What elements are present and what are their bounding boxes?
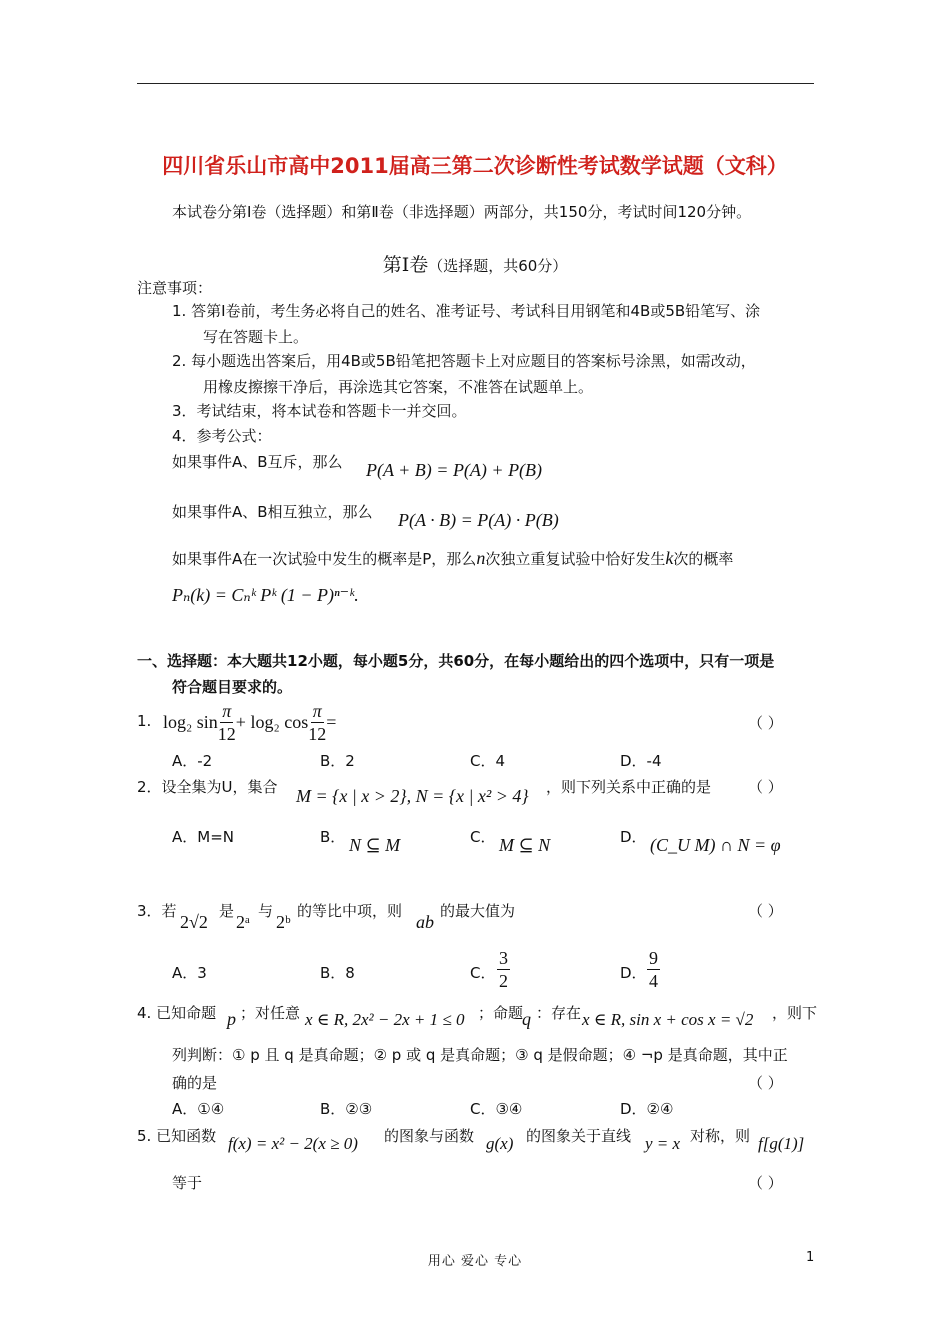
q4-line2: 列判断：① p 且 q 是真命题；② p 或 q 是真命题；③ q 是假命题；④ ¬p 是真命题，其中正 — [172, 1046, 788, 1064]
formula2-text: 如果事件A、B相互独立，那么 — [172, 503, 373, 521]
q4-option-a: A．①④ — [172, 1100, 225, 1118]
q1-option-a: A．-2 — [172, 752, 213, 770]
notice-item2-line2: 用橡皮擦擦干净后，再涂选其它答案，不准答在试题单上。 — [203, 378, 594, 396]
formula2-math: P(A · B) = P(A) · P(B) — [398, 510, 559, 530]
q2-answer-paren: （ ） — [748, 778, 783, 796]
q1-answer-paren: （ ） — [748, 714, 783, 732]
q3-text-a: 3．若 — [137, 902, 177, 920]
q2-option-b-math: N ⊆ M — [349, 835, 401, 855]
q3-option-a: A．3 — [172, 964, 207, 982]
q4-text-a: 4. 已知命题 — [137, 1004, 217, 1022]
page-number: 1 — [806, 1250, 815, 1265]
part1-heading-line1: 一、选择题：本大题共12小题，每小题5分，共60分，在每小题给出的四个选项中，只有一项是 — [137, 652, 775, 670]
q3-option-b: B．8 — [320, 964, 355, 982]
q3-text-e: 的最大值为 — [440, 902, 516, 920]
q3-m1: 2√2 — [180, 912, 208, 932]
q5-m3: y = x — [645, 1134, 681, 1153]
part1-heading-line2: 符合题目要求的。 — [172, 678, 293, 696]
formula3-text-c: 次的概率 — [673, 550, 734, 568]
q4-answer-paren: （ ） — [748, 1074, 783, 1092]
q1-expression — [163, 700, 336, 745]
q3-option-d: D． — [620, 964, 647, 982]
page-footer: 用心 爱心 专心 — [427, 1254, 523, 1269]
q1-log-cos: + log₂ cos — [235, 712, 309, 732]
q3-option-d-fraction — [647, 947, 660, 992]
section-heading — [0, 250, 950, 277]
q1-pi-2: π — [312, 701, 322, 721]
notice-item3: 3．考试结束，将本试卷和答题卡一并交回。 — [172, 402, 467, 420]
q2-text-b: ，则下列关系中正确的是 — [546, 778, 712, 796]
q1-equals: = — [326, 712, 337, 732]
q5-m4: f[g(1)] — [758, 1134, 805, 1153]
q3-option-c: C． — [470, 964, 496, 982]
q5-line2: 等于 — [172, 1174, 203, 1192]
formula3-text-a: 如果事件A在一次试验中发生的概率是P，那么 — [172, 550, 477, 568]
q5-text-a: 5. 已知函数 — [137, 1127, 217, 1145]
q3-answer-paren: （ ） — [748, 902, 783, 920]
section-heading-note: （选择题，共60分） — [428, 257, 568, 275]
q3-m2: 2ᵃ — [236, 912, 250, 932]
q4-text-c: ；命题 — [478, 1004, 524, 1022]
notice-item1-line1: 1. 答第Ⅰ卷前，考生务必将自己的姓名、准考证号、考试科目用钢笔和4B或5B铅笔写、涂 — [172, 302, 761, 320]
q3-d-num: 9 — [649, 948, 658, 968]
q3-text-c: 与 — [258, 902, 274, 920]
q4-line3: 确的是 — [172, 1074, 218, 1092]
q2-option-c-math: M ⊆ N — [499, 835, 551, 855]
notice-item4: 4．参考公式： — [172, 427, 272, 445]
q2-option-d-math: (C_U M) ∩ N = φ — [650, 835, 781, 855]
q1-option-b: B．2 — [320, 752, 355, 770]
q5-answer-paren: （ ） — [748, 1174, 783, 1192]
q5-text-d: 对称，则 — [690, 1127, 751, 1145]
intro-text: 本试卷分第Ⅰ卷（选择题）和第Ⅱ卷（非选择题）两部分，共150分，考试时间120分钟。 — [172, 203, 752, 221]
section-heading-main: 第Ⅰ卷 — [382, 254, 429, 276]
top-rule — [137, 83, 814, 84]
notice-label: 注意事项： — [137, 279, 213, 297]
notice-item1-line2: 写在答题卡上。 — [203, 328, 309, 346]
q3-text-d: 的等比中项，则 — [297, 902, 403, 920]
q5-text-b: 的图象与函数 — [384, 1127, 475, 1145]
q4-p: p — [227, 1009, 236, 1029]
q4-m2: x ∈ R, sin x + cos x = √2 — [582, 1010, 754, 1029]
q4-option-d: D．②④ — [620, 1100, 674, 1118]
q5-m1: f(x) = x² − 2(x ≥ 0) — [228, 1134, 358, 1153]
q4-q: q — [522, 1009, 531, 1029]
q3-d-den: 4 — [649, 971, 658, 991]
formula3-n: n — [476, 548, 486, 568]
formula1-math: P(A + B) = P(A) + P(B) — [366, 460, 543, 480]
q2-text-a: 2．设全集为U，集合 — [137, 778, 278, 796]
q4-m1: x ∈ R, 2x² − 2x + 1 ≤ 0 — [305, 1010, 465, 1029]
formula3-text — [172, 548, 733, 569]
q2-option-d: D． — [620, 828, 647, 846]
q2-option-c: C． — [470, 828, 496, 846]
q1-log-sin: log₂ sin — [163, 712, 218, 732]
formula3-k: k — [665, 548, 674, 568]
document-title: 四川省乐山市高中2011届高三第二次诊断性考试数学试题（文科） — [162, 154, 788, 178]
q2-sets: M = {x | x > 2}, N = {x | x² > 4} — [296, 786, 529, 806]
q4-text-b: ；对任意 — [240, 1004, 301, 1022]
q4-text-d: ：存在 — [536, 1004, 582, 1022]
q2-option-a: A．M=N — [172, 828, 234, 846]
q3-m3: 2ᵇ — [276, 912, 291, 932]
q1-den-1: 12 — [217, 724, 236, 744]
q5-m2: g(x) — [486, 1134, 514, 1153]
q3-c-den: 2 — [499, 971, 508, 991]
q5-text-c: 的图象关于直线 — [526, 1127, 632, 1145]
q1-den-2: 12 — [308, 724, 327, 744]
q1-option-d: D．-4 — [620, 752, 662, 770]
q1-number: 1. — [137, 712, 152, 730]
notice-item2-line1: 2. 每小题选出答案后，用4B或5B铅笔把答题卡上对应题目的答案标号涂黑，如需改动， — [172, 352, 756, 370]
q3-m4: ab — [416, 912, 434, 932]
formula3-text-b: 次独立重复试验中恰好发生 — [485, 550, 666, 568]
q3-c-num: 3 — [499, 948, 508, 968]
q1-fraction-1 — [218, 700, 236, 745]
q3-option-c-fraction — [497, 947, 510, 992]
q3-text-b: 是 — [219, 902, 235, 920]
q4-option-c: C．③④ — [470, 1100, 523, 1118]
q1-pi-1: π — [222, 701, 232, 721]
q1-option-c: C．4 — [470, 752, 506, 770]
q4-text-e: ，则下 — [772, 1004, 818, 1022]
formula3-math: Pₙ(k) = Cₙᵏ Pᵏ (1 − P)ⁿ⁻ᵏ. — [172, 585, 359, 605]
q2-option-b: B． — [320, 828, 346, 846]
q4-option-b: B．②③ — [320, 1100, 373, 1118]
formula1-text: 如果事件A、B互斥，那么 — [172, 453, 343, 471]
q1-fraction-2 — [308, 700, 326, 745]
